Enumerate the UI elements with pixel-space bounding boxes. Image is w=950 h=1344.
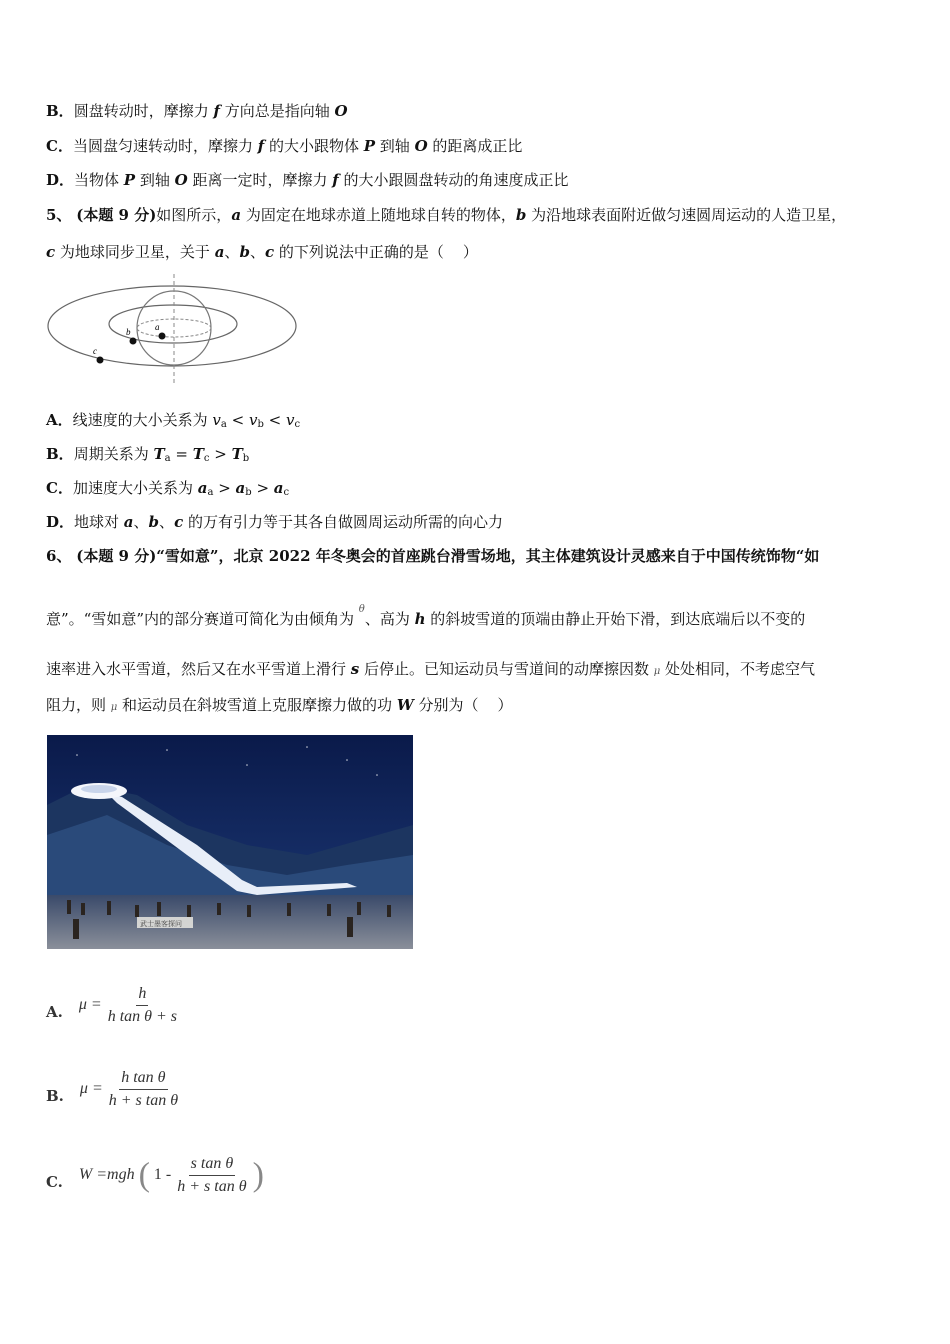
formula-lhs: W =mgh xyxy=(78,1166,135,1184)
option-label: D． xyxy=(46,171,75,189)
orbit-diagram xyxy=(46,274,302,386)
formula-lhs: μ = xyxy=(78,996,102,1014)
q6-line2: 意”。“雪如意”内的部分赛道可简化为由倾角为 $^\theta$、高为 h 的斜坡雪道的顶端由静止开始下滑，到达底端后以不变的 xyxy=(46,604,806,628)
q4-option-b-text: 圆盘转动时，摩擦力 f 方向总是指向轴 O xyxy=(73,102,348,120)
q6-option-a xyxy=(46,985,179,1026)
ski-jump-photo xyxy=(47,735,413,949)
formula-lhs: μ = xyxy=(79,1080,103,1098)
fraction: $\frac{\text{s tan θ}}{\text{h + s tan θ}}$ xyxy=(177,1155,247,1195)
option-label: D． xyxy=(46,513,75,531)
q5-stem-line2: c 为地球同步卫星，关于 a、b、c 的下列说法中正确的是（ ） xyxy=(46,243,478,261)
option-label: A． xyxy=(46,411,73,429)
fraction: $\frac{\text{h tan θ}}{\text{h + s tan θ}}$ xyxy=(108,1069,179,1109)
sync-orbit xyxy=(48,286,296,366)
option-label: B. xyxy=(46,1087,64,1106)
equator xyxy=(137,319,211,337)
photo-caption: 武士墨客探问 xyxy=(140,920,182,928)
point-b xyxy=(130,338,137,345)
option-label: A. xyxy=(46,1003,63,1022)
right-paren: ) xyxy=(252,1156,264,1194)
option-label: C． xyxy=(46,479,73,497)
q4-option-c: C．当圆盘匀速转动时，摩擦力 f 的大小跟物体 P 到轴 O 的距离成正比 xyxy=(46,137,523,155)
fraction: $\frac{h}{\text{h tan θ + s}}$ xyxy=(107,985,178,1025)
left-paren: ( xyxy=(138,1156,150,1194)
option-label: C. xyxy=(46,1173,63,1192)
point-a xyxy=(159,333,166,340)
label-c: c xyxy=(93,346,97,356)
formula-one: 1 - xyxy=(153,1166,172,1184)
q5-option-c: C．加速度大小关系为 $a_a > a_b > a_c$ xyxy=(46,479,290,498)
question-points: (本题 9 分) xyxy=(76,547,157,565)
q4-option-b xyxy=(46,101,348,121)
q4-option-d: D．当物体 P 到轴 O 距离一定时，摩擦力 f 的大小跟圆盘转动的角速度成正比 xyxy=(46,171,569,189)
q5-stem-line1: 5、 (本题 9 分)如图所示，a 为固定在地球赤道上随地球自转的物体，b 为沿地球表面附近做匀速圆周运动的人造卫星， xyxy=(46,206,847,224)
q5-option-a: A．线速度的大小关系为 $v_a < v_b < v_c$ xyxy=(46,411,301,430)
label-a: a xyxy=(155,322,160,332)
option-label: C． xyxy=(46,137,73,155)
label-b: b xyxy=(126,327,131,337)
q6-line3: 速率进入水平雪道，然后又在水平雪道上滑行 s 后停止。已知运动员与雪道间的动摩擦因数 μ 处处相同，不考虑空气 xyxy=(46,660,816,678)
q6-option-c xyxy=(46,1155,264,1196)
option-label: B． xyxy=(46,445,74,463)
point-c xyxy=(97,357,104,364)
question-points: (本题 9 分) xyxy=(76,206,157,224)
question-number: 5、 xyxy=(46,206,72,224)
q5-option-b: B．周期关系为 $T_a = T_c > T_b$ xyxy=(46,445,250,464)
q6-line1: 6、 (本题 9 分)“雪如意”，北京 2022 年冬奥会的首座跳台滑雪场地，其主体建筑设计灵感来自于中国传统饰物“如 xyxy=(46,547,820,565)
q6-line4: 阻力，则 μ 和运动员在斜坡雪道上克服摩擦力做的功 W 分别为（ ） xyxy=(46,696,513,714)
q6-option-b xyxy=(46,1069,180,1110)
option-label: B． xyxy=(46,102,74,120)
question-number: 6、 xyxy=(46,547,72,565)
q5-option-d: D．地球对 a、b、c 的万有引力等于其各自做圆周运动所需的向心力 xyxy=(46,513,503,531)
